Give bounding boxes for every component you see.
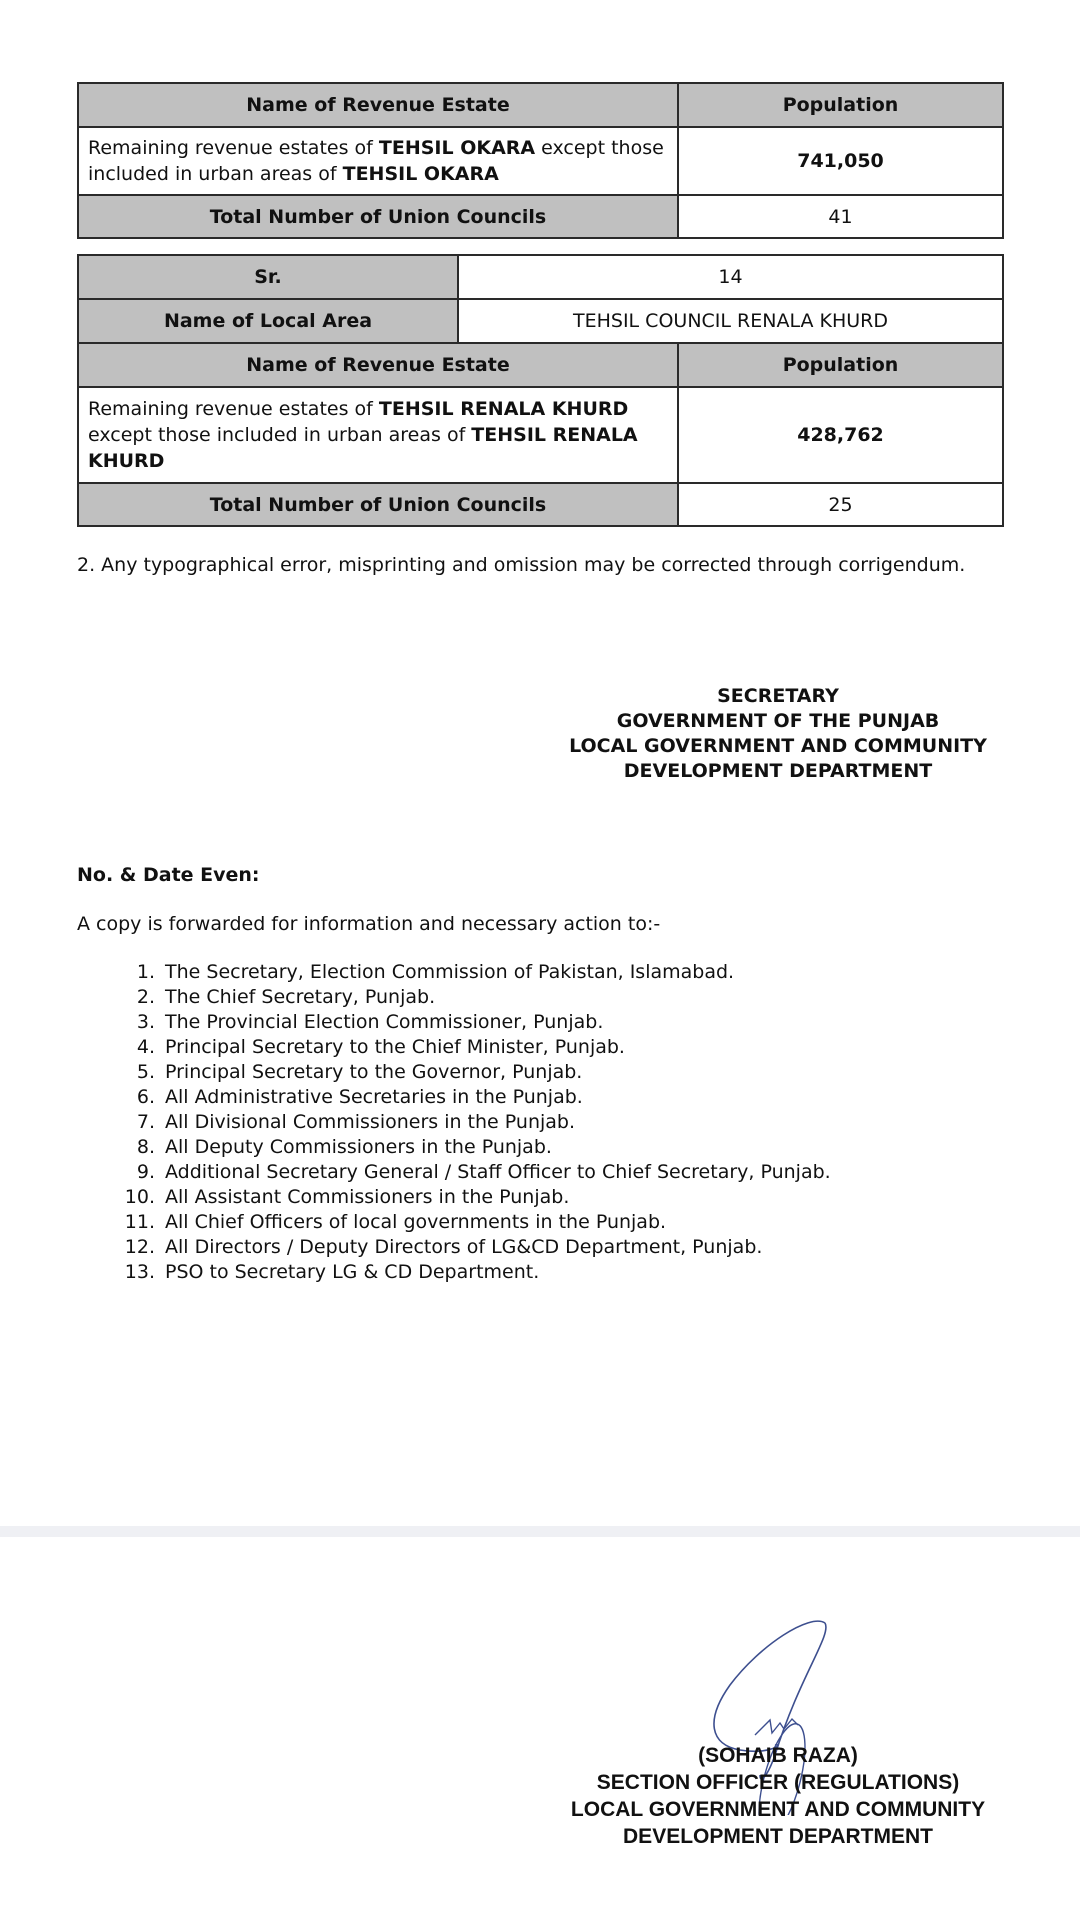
officer-department-line2: DEVELOPMENT DEPARTMENT bbox=[623, 1825, 933, 1848]
union-councils-label: Total Number of Union Councils bbox=[78, 195, 678, 238]
header-population: Population bbox=[678, 343, 1003, 387]
list-item: 4. Principal Secretary to the Chief Minister, Punjab. bbox=[136, 1036, 625, 1058]
revenue-estate-cell: Remaining revenue estates of TEHSIL OKARA except those included in urban areas of TEHSIL OKARA bbox=[78, 127, 678, 195]
sr-label: Sr. bbox=[78, 255, 458, 299]
revenue-table-renala bbox=[77, 342, 1004, 527]
officer-signature-block bbox=[540, 1742, 1016, 1850]
local-area-value: TEHSIL COUNCIL RENALA KHURD bbox=[458, 299, 1003, 343]
revenue-table-okara bbox=[77, 82, 1004, 239]
forward-text: A copy is forwarded for information and necessary action to:- bbox=[77, 913, 661, 935]
officer-department-line1: LOCAL GOVERNMENT AND COMMUNITY bbox=[570, 1798, 986, 1821]
list-item: 8. All Deputy Commissioners in the Punjab. bbox=[136, 1136, 552, 1158]
department-line2: DEVELOPMENT DEPARTMENT bbox=[623, 760, 933, 782]
union-councils-value: 25 bbox=[678, 483, 1003, 526]
population-value: 428,762 bbox=[678, 387, 1003, 483]
union-councils-value: 41 bbox=[678, 195, 1003, 238]
list-item: 13. PSO to Secretary LG & CD Department. bbox=[124, 1261, 540, 1283]
list-item: 7. All Divisional Commissioners in the Punjab. bbox=[136, 1111, 576, 1133]
population-value: 741,050 bbox=[678, 127, 1003, 195]
list-item: 10. All Assistant Commissioners in the Punjab. bbox=[124, 1186, 570, 1208]
list-item: 3. The Provincial Election Commissioner, Punjab. bbox=[136, 1011, 604, 1033]
header-revenue-estate: Name of Revenue Estate bbox=[78, 83, 678, 127]
local-area-label: Name of Local Area bbox=[78, 299, 458, 343]
header-population: Population bbox=[678, 83, 1003, 127]
list-item: 11. All Chief Officers of local governments in the Punjab. bbox=[124, 1211, 667, 1233]
secretary-signature-block bbox=[540, 684, 1016, 784]
revenue-estate-cell: Remaining revenue estates of TEHSIL RENALA KHURD except those included in urban areas of TEHSIL RENALA KHURD bbox=[78, 387, 678, 483]
officer-title: SECTION OFFICER (REGULATIONS) bbox=[596, 1771, 960, 1794]
page-divider bbox=[0, 1526, 1080, 1537]
local-area-table bbox=[77, 254, 1004, 344]
corrigendum-note: 2. Any typographical error, misprinting and omission may be corrected through corrigendum. bbox=[77, 554, 966, 576]
no-date-even: No. & Date Even: bbox=[77, 864, 260, 886]
secretary-title: SECRETARY bbox=[717, 685, 839, 707]
list-item: 2. The Chief Secretary, Punjab. bbox=[136, 986, 436, 1008]
government-name: GOVERNMENT OF THE PUNJAB bbox=[616, 710, 940, 732]
sr-value: 14 bbox=[458, 255, 1003, 299]
header-revenue-estate: Name of Revenue Estate bbox=[78, 343, 678, 387]
list-item: 9. Additional Secretary General / Staff Officer to Chief Secretary, Punjab. bbox=[136, 1161, 831, 1183]
list-item: 6. All Administrative Secretaries in the Punjab. bbox=[136, 1086, 583, 1108]
list-item: 5. Principal Secretary to the Governor, Punjab. bbox=[136, 1061, 583, 1083]
union-councils-label: Total Number of Union Councils bbox=[78, 483, 678, 526]
list-item: 1. The Secretary, Election Commission of Pakistan, Islamabad. bbox=[136, 961, 735, 983]
list-item: 12. All Directors / Deputy Directors of LG&CD Department, Punjab. bbox=[124, 1236, 763, 1258]
recipient-list bbox=[120, 960, 831, 1285]
officer-name: (SOHAIB RAZA) bbox=[698, 1744, 858, 1767]
department-line1: LOCAL GOVERNMENT AND COMMUNITY bbox=[569, 735, 987, 757]
